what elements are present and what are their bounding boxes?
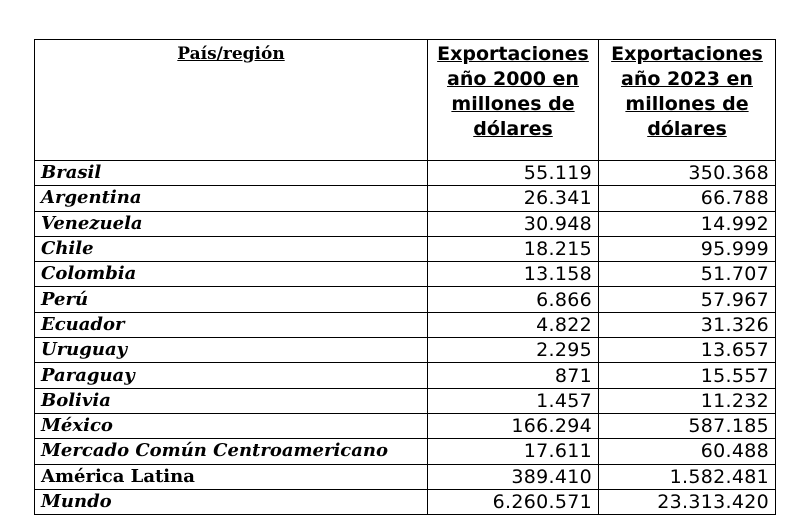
row-country: América Latina bbox=[35, 464, 428, 489]
row-exports-2000: 1.457 bbox=[428, 388, 599, 413]
row-country: Venezuela bbox=[35, 211, 428, 236]
row-country: Ecuador bbox=[35, 312, 428, 337]
row-exports-2023: 51.707 bbox=[599, 262, 776, 287]
row-exports-2000: 166.294 bbox=[428, 413, 599, 438]
row-exports-2023: 23.313.420 bbox=[599, 489, 776, 514]
row-exports-2023: 587.185 bbox=[599, 413, 776, 438]
row-exports-2000: 30.948 bbox=[428, 211, 599, 236]
exports-table bbox=[34, 39, 776, 515]
table-row bbox=[35, 338, 776, 363]
row-exports-2000: 4.822 bbox=[428, 312, 599, 337]
row-exports-2023: 31.326 bbox=[599, 312, 776, 337]
row-exports-2000: 6.866 bbox=[428, 287, 599, 312]
row-exports-2023: 15.557 bbox=[599, 363, 776, 388]
row-exports-2000: 871 bbox=[428, 363, 599, 388]
row-exports-2023: 60.488 bbox=[599, 439, 776, 464]
row-country: México bbox=[35, 413, 428, 438]
row-exports-2000: 55.119 bbox=[428, 161, 599, 186]
row-country: Argentina bbox=[35, 186, 428, 211]
row-exports-2000: 26.341 bbox=[428, 186, 599, 211]
row-country: Mercado Común Centroamericano bbox=[35, 439, 428, 464]
table-row bbox=[35, 388, 776, 413]
header-exports-2023: Exportaciones año 2023 en millones de dólares bbox=[599, 40, 776, 161]
row-exports-2000: 17.611 bbox=[428, 439, 599, 464]
table-row bbox=[35, 287, 776, 312]
table-row bbox=[35, 262, 776, 287]
row-country: Perú bbox=[35, 287, 428, 312]
table-row bbox=[35, 312, 776, 337]
row-exports-2023: 95.999 bbox=[599, 236, 776, 261]
table-row bbox=[35, 161, 776, 186]
header-row bbox=[35, 40, 776, 161]
row-exports-2000: 18.215 bbox=[428, 236, 599, 261]
table-row bbox=[35, 464, 776, 489]
table-body bbox=[35, 161, 776, 515]
table-row bbox=[35, 489, 776, 514]
row-exports-2023: 66.788 bbox=[599, 186, 776, 211]
row-exports-2000: 13.158 bbox=[428, 262, 599, 287]
row-exports-2023: 350.368 bbox=[599, 161, 776, 186]
row-exports-2023: 1.582.481 bbox=[599, 464, 776, 489]
row-exports-2023: 13.657 bbox=[599, 338, 776, 363]
row-exports-2000: 2.295 bbox=[428, 338, 599, 363]
row-country: Bolivia bbox=[35, 388, 428, 413]
table-row bbox=[35, 363, 776, 388]
table-header bbox=[35, 40, 776, 161]
row-country: Chile bbox=[35, 236, 428, 261]
row-country: Colombia bbox=[35, 262, 428, 287]
row-country: Uruguay bbox=[35, 338, 428, 363]
row-country: Mundo bbox=[35, 489, 428, 514]
row-exports-2023: 14.992 bbox=[599, 211, 776, 236]
header-exports-2000: Exportaciones año 2000 en millones de dólares bbox=[428, 40, 599, 161]
table-row bbox=[35, 211, 776, 236]
row-country: Brasil bbox=[35, 161, 428, 186]
row-exports-2023: 57.967 bbox=[599, 287, 776, 312]
row-exports-2000: 389.410 bbox=[428, 464, 599, 489]
header-country: País/región bbox=[35, 40, 428, 161]
table-row bbox=[35, 439, 776, 464]
table-row bbox=[35, 186, 776, 211]
row-exports-2000: 6.260.571 bbox=[428, 489, 599, 514]
row-exports-2023: 11.232 bbox=[599, 388, 776, 413]
table-row bbox=[35, 236, 776, 261]
table-row bbox=[35, 413, 776, 438]
row-country: Paraguay bbox=[35, 363, 428, 388]
